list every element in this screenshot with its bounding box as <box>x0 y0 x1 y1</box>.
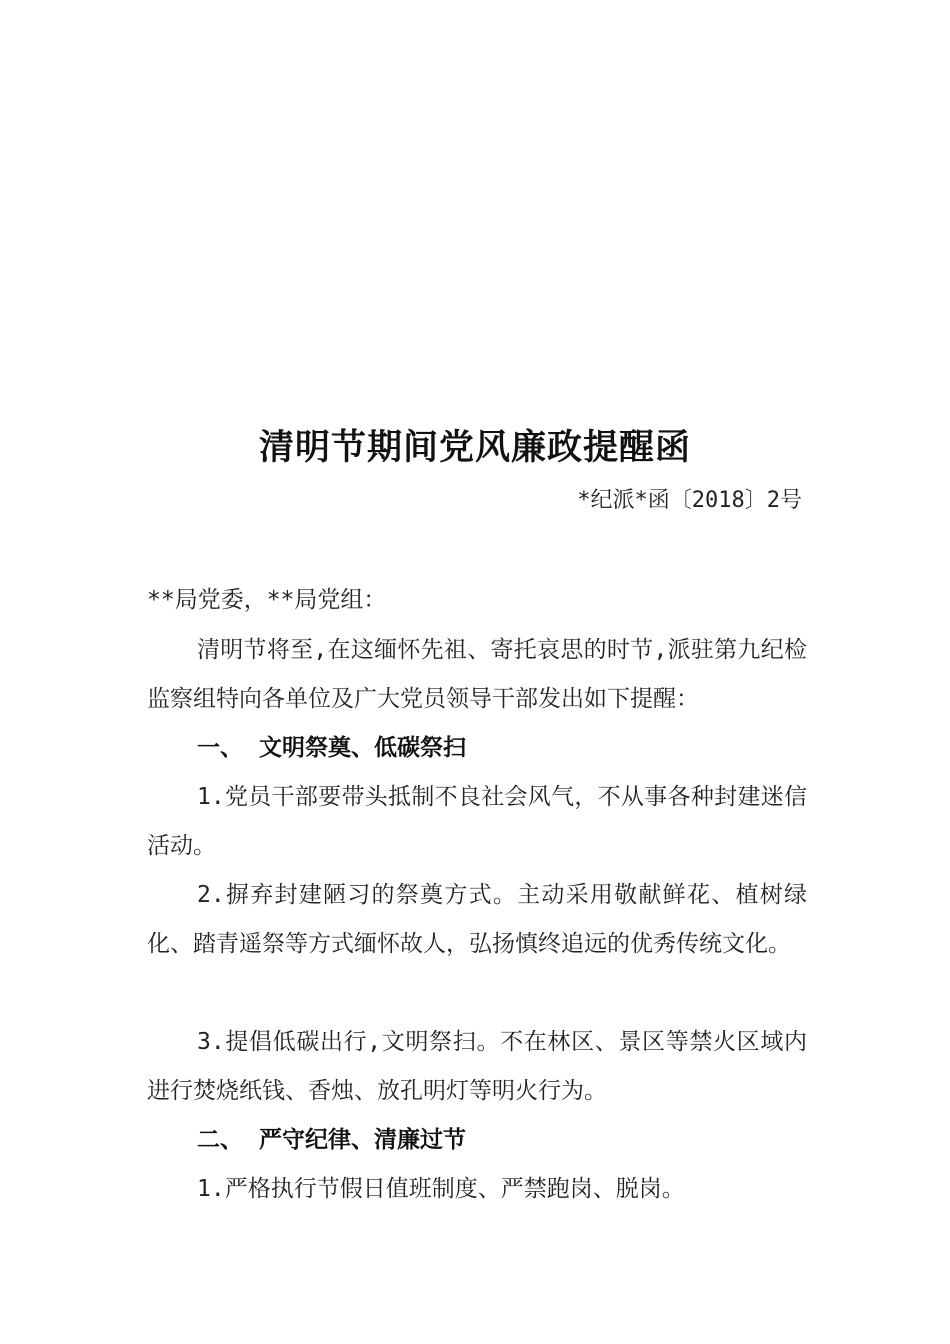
intro-paragraph: 清明节将至,在这缅怀先祖、寄托哀思的时节,派驻第九纪检监察组特向各单位及广大党员领导干部发出如下提醒： <box>147 637 807 712</box>
list-item: 1.严格执行节假日值班制度、严禁跑岗、脱岗。 <box>197 1176 685 1202</box>
section-heading-1 <box>147 724 807 773</box>
section-heading-text: 文明祭奠、低碳祭扫 <box>259 735 466 761</box>
document-title: 清明节期间党风廉政提醒函 <box>258 427 691 468</box>
section-number: 二、 <box>197 1127 243 1153</box>
section-heading-2 <box>147 1116 807 1165</box>
salutation: **局党委，**局党组： <box>147 587 387 613</box>
list-item: 3.提倡低碳出行,文明祭扫。不在林区、景区等禁火区域内进行焚烧纸钱、香烛、放孔明灯等明火行为。 <box>147 1029 807 1104</box>
list-item: 2.摒弃封建陋习的祭奠方式。主动采用敬献鲜花、植树绿化、踏青遥祭等方式缅怀故人，弘扬慎终追远的优秀传统文化。 <box>147 882 807 957</box>
document-number: *纪派*函〔2018〕2号 <box>577 488 802 513</box>
section-heading-text: 严守纪律、清廉过节 <box>259 1127 466 1153</box>
section-number: 一、 <box>197 735 243 761</box>
list-item: 1.党员干部要带头抵制不良社会风气，不从事各种封建迷信活动。 <box>147 784 807 859</box>
